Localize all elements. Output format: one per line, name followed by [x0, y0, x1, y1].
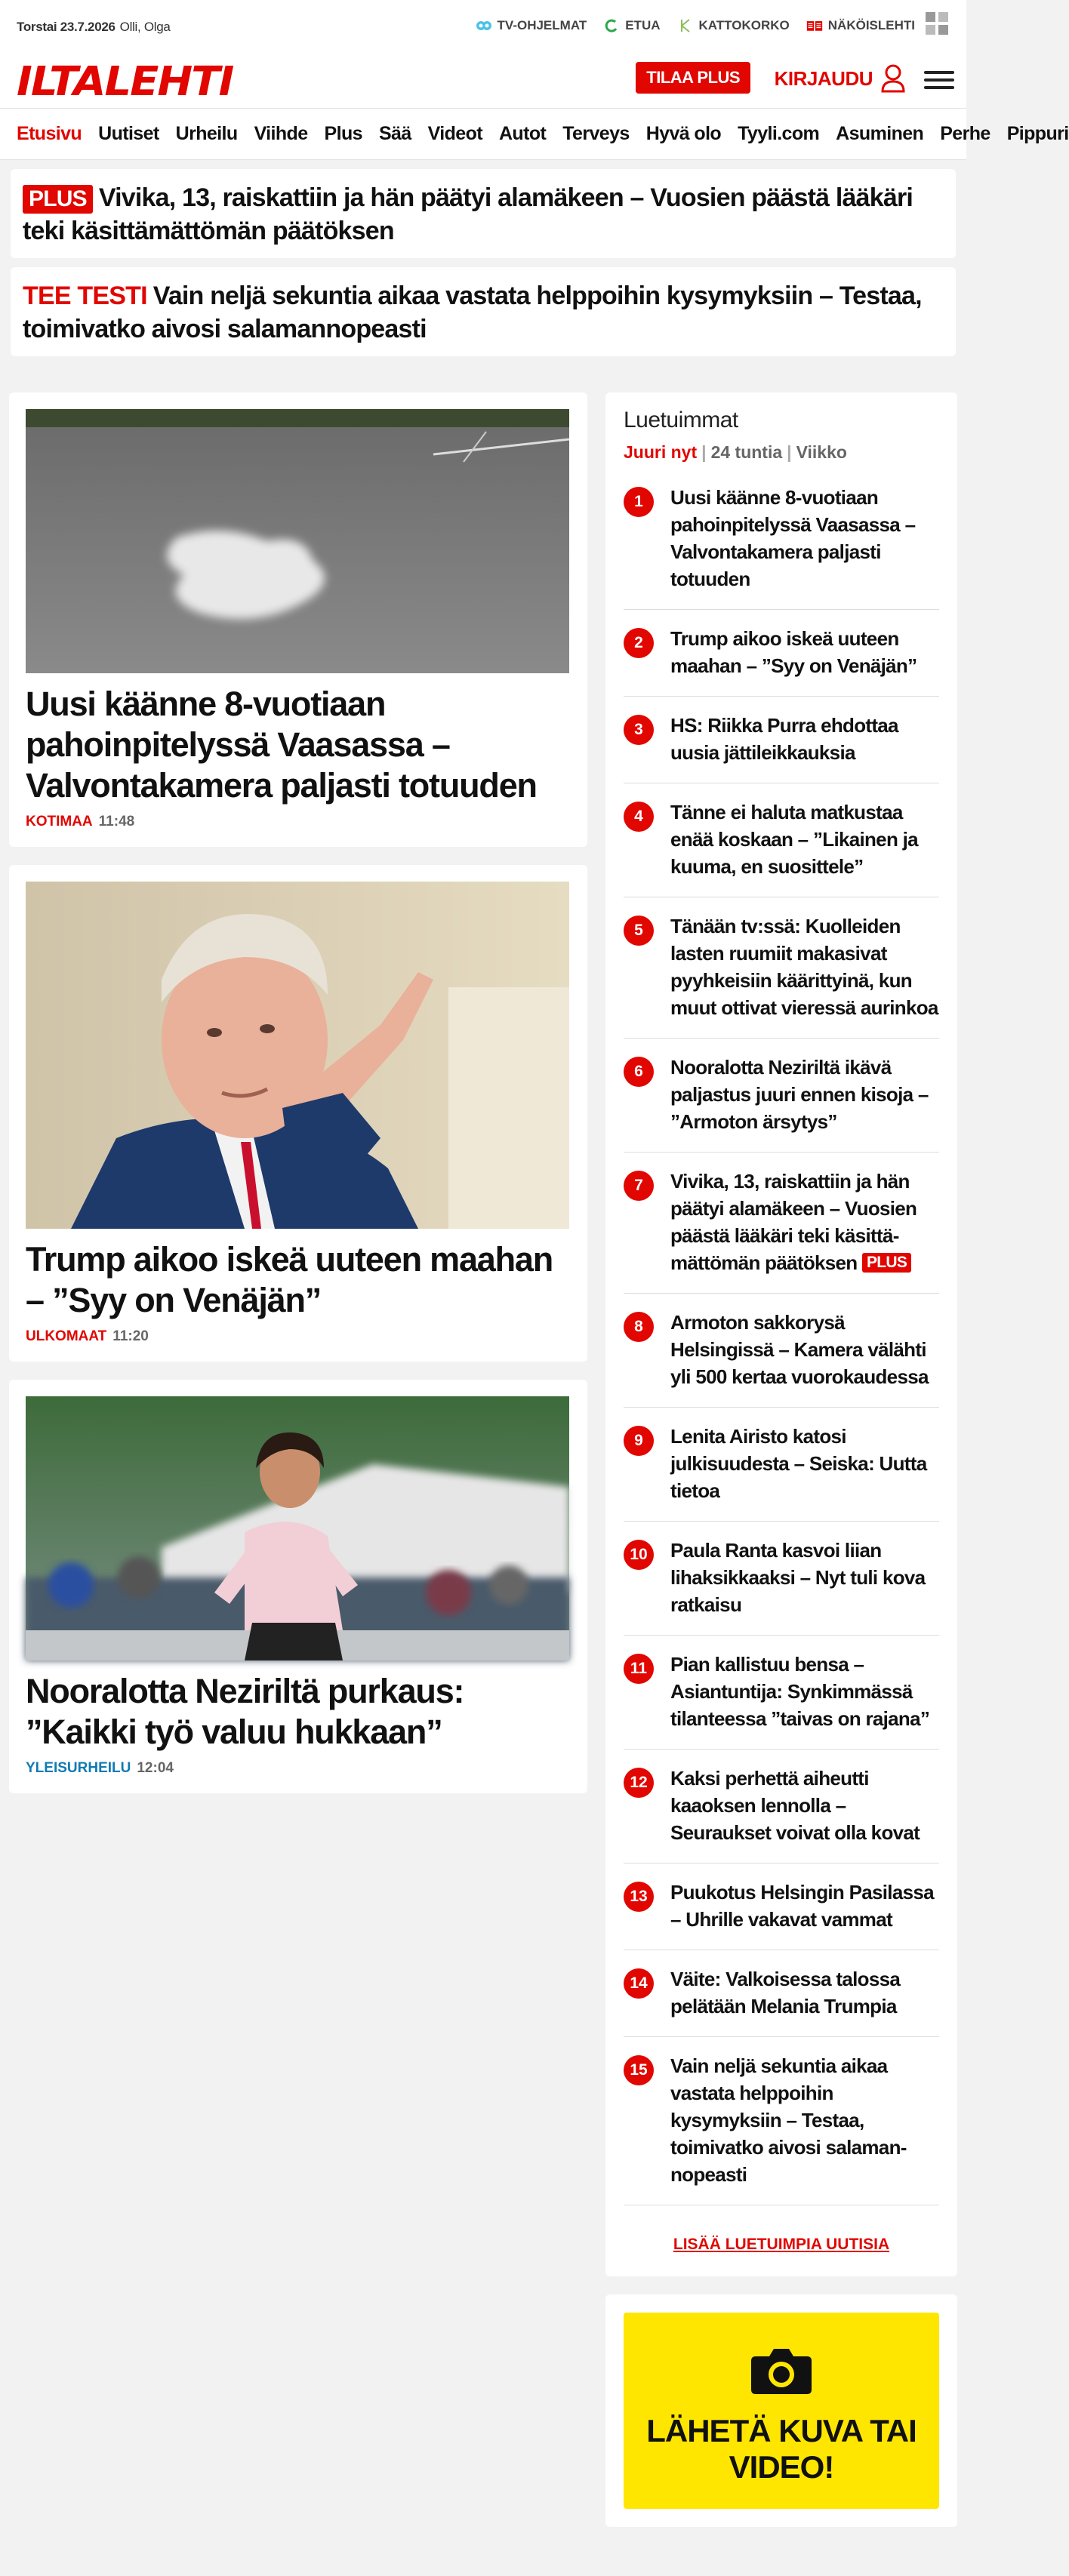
kattokorko-icon — [677, 18, 694, 33]
top-link-tv[interactable] — [476, 18, 587, 33]
rank-number: 4 — [624, 802, 654, 832]
top-bar — [0, 0, 966, 54]
etua-icon — [603, 18, 620, 33]
article-title: Nooralotta Neziriltä purkaus: ”Kaikki työ valuu hukkaan” — [26, 1672, 464, 1751]
article-category[interactable]: YLEISURHEILU — [26, 1760, 131, 1776]
list-item[interactable] — [624, 1750, 939, 1864]
site-logo[interactable]: ILTALEHTI — [17, 58, 233, 106]
list-item[interactable] — [624, 2037, 939, 2205]
list-item[interactable] — [624, 1864, 939, 1950]
top-link-label: ETUA — [625, 18, 661, 32]
article-category[interactable]: KOTIMAA — [26, 814, 93, 829]
main-nav — [0, 109, 1069, 160]
nav-item-viihde[interactable]: Viihde — [254, 123, 308, 144]
tv-icon — [476, 18, 492, 33]
nav-item-terveys[interactable]: Terveys — [562, 123, 630, 144]
rank-number: 12 — [624, 1768, 654, 1798]
most-read-tabs: Juuri nyt | 24 tuntia | Viikko — [624, 442, 847, 462]
article-card[interactable] — [9, 865, 587, 1362]
user-icon — [880, 63, 906, 94]
article-time: 11:48 — [98, 814, 135, 829]
rank-number: 15 — [624, 2055, 654, 2085]
send-tip-button[interactable] — [624, 2313, 939, 2509]
article-time: 11:20 — [112, 1328, 149, 1344]
list-item-title-wrap — [670, 1168, 939, 1276]
article-image — [26, 882, 569, 1229]
plus-badge: PLUS — [23, 185, 93, 214]
nav-item-urheilu[interactable]: Urheilu — [175, 123, 238, 144]
nav-item-saa[interactable]: Sää — [378, 123, 411, 144]
plus-badge: PLUS — [862, 1253, 911, 1273]
list-item-title: Puukotus Helsingin Pasilassa – Uhrille vakavat vammat — [670, 1881, 934, 1931]
nav-item-pippuri[interactable]: Pippuri — [1006, 123, 1069, 144]
current-date: Torstai 23.7.2026 — [17, 20, 116, 34]
list-item[interactable] — [624, 1950, 939, 2037]
sidebar — [605, 392, 957, 2527]
top-link-etua[interactable] — [603, 18, 660, 33]
nav-item-hyva-olo[interactable]: Hyvä olo — [645, 123, 722, 144]
name-day: Olli, Olga — [119, 20, 171, 34]
header — [0, 54, 966, 109]
promo-plus-article[interactable] — [11, 169, 956, 258]
list-item-title: Uusi käänne 8-vuotiaan pahoinpitelyssä Vaasassa – Valvontakamera paljasti totuuden — [670, 486, 916, 590]
list-item-title: Tänään tv:ssä: Kuolleiden lasten ruumiit makasivat pyyhkeisiin käärittyinä, kun muut ottivat vieressä aurinkoa — [670, 915, 938, 1019]
send-tip-box — [605, 2294, 957, 2527]
tab-24-tuntia[interactable]: 24 tuntia — [710, 442, 783, 462]
nav-item-autot[interactable]: Autot — [498, 123, 547, 144]
top-link-label: NÄKÖISLEHTI — [827, 18, 915, 32]
apps-grid-icon[interactable] — [924, 11, 950, 36]
most-read-box — [605, 392, 957, 2276]
promo-text: Vain neljä sekuntia aikaa vastata helppoihin kysymyksiin – Testaa, toimivatko aivosi salamannopeasti — [23, 282, 922, 343]
login-label: KIRJAUDU — [774, 66, 873, 90]
nav-item-uutiset[interactable]: Uutiset — [98, 123, 159, 144]
rank-number: 13 — [624, 1882, 654, 1912]
login-button[interactable] — [775, 63, 906, 94]
send-tip-text: LÄHETÄ KUVA TAI VIDEO! — [646, 2413, 917, 2485]
rank-number: 7 — [624, 1171, 654, 1201]
list-item[interactable] — [624, 1153, 939, 1294]
article-meta — [26, 1760, 571, 1777]
list-item-title: Trump aikoo iskeä uuteen maahan – ”Syy on Venäjän” — [670, 627, 917, 677]
most-read-list — [624, 469, 939, 2205]
list-item-title: Nooralotta Neziriltä ikävä paljastus juuri ennen kisoja – ”Armoton ärsytys” — [670, 1056, 929, 1133]
rank-number: 10 — [624, 1540, 654, 1570]
top-links — [476, 18, 915, 33]
date-line — [17, 20, 171, 35]
article-time: 12:04 — [137, 1760, 174, 1776]
top-link-label: KATTOKORKO — [698, 18, 790, 32]
list-item[interactable] — [624, 1294, 939, 1408]
most-read-title: Luetuimmat — [624, 408, 738, 432]
rank-number: 11 — [624, 1654, 654, 1684]
promo-test[interactable] — [11, 267, 956, 356]
nav-item-tyyli[interactable]: Tyyli.com — [738, 123, 820, 144]
rank-number: 14 — [624, 1968, 654, 1999]
article-column — [9, 392, 587, 1811]
newspaper-icon — [806, 18, 823, 33]
article-card[interactable] — [9, 392, 587, 847]
article-title: Uusi käänne 8-vuotiaan pahoinpitelyssä Vaasassa – Valvontakamera paljasti totuuden — [26, 685, 537, 805]
list-item[interactable] — [624, 1039, 939, 1153]
promo-label: TEE TESTI — [23, 282, 147, 310]
rank-number: 3 — [624, 715, 654, 745]
list-item[interactable] — [624, 469, 939, 610]
list-item-title: Pian kallistuu bensa – Asiantuntija: Synkimmässä tilanteessa ”taivas on rajana” — [670, 1653, 930, 1730]
camera-icon — [750, 2343, 813, 2396]
list-item-title: Väite: Valkoisessa talossa pelätään Melania Trumpia — [670, 1968, 901, 2017]
list-item-title: Paula Ranta kasvoi liian lihaksikkaaksi – Nyt tuli kova ratkaisu — [670, 1539, 926, 1616]
article-card[interactable] — [9, 1380, 587, 1793]
nav-item-asuminen[interactable]: Asuminen — [836, 123, 924, 144]
top-link-nakoislehti[interactable] — [806, 18, 915, 33]
article-title: Trump aikoo iskeä uuteen maahan – ”Syy on Venäjän” — [26, 1240, 553, 1319]
list-item[interactable] — [624, 1522, 939, 1636]
rank-number: 1 — [624, 487, 654, 517]
article-image — [26, 1396, 569, 1660]
list-item-title: Vain neljä sekuntia aikaa vastata helppoihin kysymyksiin – Testaa, toimivatko aivosi salamannopeasti — [670, 2054, 907, 2186]
nav-item-videot[interactable]: Videot — [427, 123, 482, 144]
tab-viikko[interactable]: Viikko — [796, 442, 847, 462]
rank-number: 8 — [624, 1312, 654, 1342]
list-item[interactable] — [624, 897, 939, 1039]
article-category[interactable]: ULKOMAAT — [26, 1328, 107, 1344]
rank-number: 5 — [624, 916, 654, 946]
more-most-read-link[interactable]: LISÄÄ LUETUIMPIA UUTISIA — [673, 2236, 890, 2253]
top-link-label: TV-OHJELMAT — [497, 18, 587, 32]
tab-juuri-nyt[interactable]: Juuri nyt — [624, 442, 698, 462]
list-item[interactable] — [624, 1636, 939, 1750]
list-item-title: Kaksi perhettä aiheutti kaaoksen lennolla – Seuraukset voivat olla kovat — [670, 1767, 920, 1844]
top-link-kattokorko[interactable] — [677, 18, 790, 33]
nav-item-etusivu[interactable]: Etusivu — [17, 123, 82, 144]
nav-item-perhe[interactable]: Perhe — [940, 123, 990, 144]
article-meta — [26, 814, 571, 830]
list-item[interactable] — [624, 697, 939, 783]
rank-number: 6 — [624, 1057, 654, 1087]
list-item-title: Tänne ei haluta matkustaa enää koskaan – ”Likainen ja kuuma, en suosittele” — [670, 801, 918, 878]
promo-text: Vivika, 13, raiskattiin ja hän päätyi alamäkeen – Vuosien päästä lääkäri teki käsittämättömän päätöksen — [23, 183, 913, 245]
list-item-title: Armoton sakkorysä Helsingissä – Kamera välähti yli 500 kertaa vuorokaudessa — [670, 1311, 929, 1388]
nav-item-plus[interactable]: Plus — [324, 123, 362, 144]
hamburger-menu-icon[interactable] — [924, 66, 954, 94]
list-item-title: Lenita Airisto katosi julkisuudesta – Seiska: Uutta tietoa — [670, 1425, 927, 1502]
article-image — [26, 409, 569, 673]
rank-number: 9 — [624, 1426, 654, 1456]
list-item[interactable] — [624, 1408, 939, 1522]
article-meta — [26, 1328, 571, 1345]
rank-number: 2 — [624, 628, 654, 658]
list-item[interactable] — [624, 783, 939, 897]
list-item[interactable] — [624, 610, 939, 697]
subscribe-button[interactable]: TILAA PLUS — [636, 62, 750, 94]
list-item-title: Vivika, 13, raiskattiin ja hän päätyi alamäkeen – Vuosien päästä lääkäri teki käsittämättömän päätöksen — [670, 1170, 917, 1274]
list-item-title: HS: Riikka Purra ehdottaa uusia jättileikkauksia — [670, 714, 898, 764]
